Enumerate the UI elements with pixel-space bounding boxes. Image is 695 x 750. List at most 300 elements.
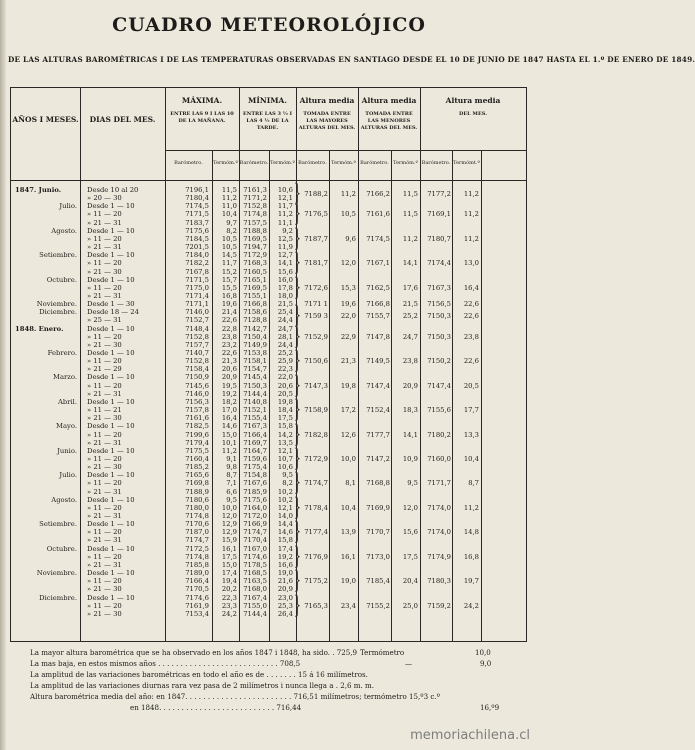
- monthly-average-value: 16,4: [463, 283, 479, 292]
- day-range: Desde 1 — 10: [87, 373, 135, 382]
- term-max-value: 21,4: [221, 308, 237, 317]
- baro-min-value: 7163,5: [243, 577, 267, 586]
- term-max-value: 22,8: [221, 324, 237, 333]
- monthly-average-value: 7159,2: [427, 601, 451, 610]
- term-min-value: 28,1: [277, 332, 293, 341]
- monthly-average-value: 11,2: [340, 190, 356, 199]
- monthly-average-value: 7166,8: [366, 300, 390, 309]
- monthly-average-value: 7180,2: [427, 430, 451, 439]
- group-brace: }: [294, 566, 301, 595]
- header-avg-month: Altura media: [445, 96, 501, 105]
- monthly-average-value: 19,7: [463, 577, 479, 586]
- baro-min-value: 7170,4: [243, 536, 267, 545]
- day-range: Desde 1 — 10: [87, 593, 135, 602]
- monthly-average-value: 13,9: [340, 528, 356, 537]
- day-range: Desde 1 — 10: [87, 495, 135, 504]
- term-min-value: 21,6: [277, 577, 293, 586]
- monthly-average-value: 16,1: [340, 552, 356, 561]
- day-range: » 21 — 30: [87, 585, 122, 594]
- day-range: » 20 — 30: [87, 194, 122, 203]
- term-min-value: 19,2: [277, 552, 293, 561]
- day-range: » 11 — 20: [87, 332, 122, 341]
- month-label: Noviembre.: [36, 300, 77, 309]
- monthly-average-value: 11,2: [463, 190, 479, 199]
- term-min-value: 22,3: [277, 365, 293, 374]
- term-min-value: 12,5: [277, 234, 293, 243]
- monthly-average-value: 22,6: [463, 300, 479, 309]
- term-max-value: 15,0: [221, 560, 237, 569]
- baro-min-value: 7168,0: [243, 585, 267, 594]
- month-label: Diciembre.: [39, 308, 77, 317]
- monthly-average-value: 22,6: [463, 357, 479, 366]
- group-brace: }: [294, 248, 301, 277]
- term-min-value: 20,5: [277, 389, 293, 398]
- monthly-average-value: 23,4: [340, 601, 356, 610]
- term-min-value: 20,6: [277, 381, 293, 390]
- group-brace: }: [294, 179, 301, 208]
- baro-min-value: 7174,6: [243, 552, 267, 561]
- month-label: Setiembre.: [39, 251, 77, 260]
- footer-line-amplitude: La amplitud de las variaciones barométricas en todo el año es de . . . . . . . 15 á 16 milímetros.: [30, 670, 368, 679]
- day-range: Desde 1 — 10: [87, 569, 135, 578]
- header-max-sub: ENTRE LAS 9 I LAS 10 DE LA MAÑANA.: [170, 111, 234, 124]
- term-max-value: 12,9: [221, 520, 237, 529]
- term-max-value: 9,1: [226, 454, 237, 463]
- day-range: Desde 10 al 20: [87, 186, 139, 194]
- term-max-value: 10,5: [221, 243, 237, 252]
- term-max-value: 19,6: [221, 300, 237, 309]
- footer-line-max: La mayor altura barométrica que se ha observado en los años 1847 i 1848, ha sido. . 725,9: [30, 648, 358, 657]
- baro-max-value: 7180,4: [185, 194, 209, 203]
- monthly-average-value: 7172,9: [304, 454, 328, 463]
- term-min-value: 10,6: [277, 463, 293, 472]
- monthly-average-value: 7177,4: [304, 528, 328, 537]
- term-min-value: 21,5: [277, 300, 293, 309]
- monthly-average-value: 20,4: [402, 577, 418, 586]
- group-brace: }: [294, 492, 301, 521]
- baro-min-value: 7142,7: [243, 324, 267, 333]
- baro-max-value: 7153,4: [185, 609, 209, 618]
- day-range: » 21 — 30: [87, 267, 122, 276]
- baro-max-value: 7174,8: [185, 512, 209, 520]
- baro-max-value: 7160,4: [185, 454, 209, 463]
- baro-max-value: 7187,0: [185, 528, 209, 537]
- baro-max-value: 7150,9: [185, 373, 209, 382]
- baro-min-value: 7188,8: [243, 226, 267, 235]
- header-avg-min: Altura media: [361, 96, 417, 105]
- term-min-value: 18,0: [277, 291, 293, 300]
- baro-max-value: 7183,7: [185, 218, 209, 227]
- header-avg-max: Altura media: [299, 96, 355, 105]
- month-label: Abril.: [57, 397, 77, 406]
- term-max-value: 11,2: [221, 194, 237, 203]
- day-range: » 21 — 31: [87, 438, 122, 447]
- day-range: Desde 1 — 10: [87, 275, 135, 284]
- term-max-value: 15,7: [221, 275, 237, 284]
- month-label: 1847. Junio.: [15, 186, 62, 194]
- day-range: » 11 — 20: [87, 552, 122, 561]
- baro-min-value: 7150,4: [243, 332, 267, 341]
- day-range: » 11 — 20: [87, 357, 122, 366]
- column-divider: [358, 88, 359, 641]
- baro-min-value: 7166,8: [243, 300, 267, 309]
- term-max-value: 6,6: [226, 487, 237, 496]
- day-range: » 21 — 31: [87, 512, 122, 520]
- monthly-average-value: 17,7: [463, 406, 479, 415]
- term-min-value: 14,6: [277, 528, 293, 537]
- column-divider: [329, 150, 330, 641]
- header-rule: [11, 180, 526, 181]
- day-range: » 11 — 20: [87, 528, 122, 537]
- baro-min-value: 7169,7: [243, 438, 267, 447]
- monthly-average-value: 8,7: [468, 479, 479, 488]
- day-range: » 11 — 20: [87, 259, 122, 268]
- header-avg-month-sub: DEL MES.: [459, 111, 487, 117]
- footer-line-max-label: Termómetro: [360, 648, 405, 657]
- term-max-value: 24,2: [221, 609, 237, 618]
- monthly-average-value: 7147,8: [366, 332, 390, 341]
- group-brace: }: [294, 590, 301, 619]
- monthly-average-value: 7173,0: [366, 552, 390, 561]
- day-range: Desde 1 — 10: [87, 471, 135, 480]
- monthly-average-value: 7174,9: [427, 552, 451, 561]
- day-range: » 11 — 20: [87, 430, 122, 439]
- baro-min-value: 7155,0: [243, 601, 267, 610]
- monthly-average-value: 7171,7: [427, 479, 451, 488]
- monthly-average-value: 7172,6: [304, 283, 328, 292]
- day-range: Desde 1 — 10: [87, 422, 135, 431]
- group-brace: }: [294, 541, 301, 570]
- group-brace: }: [294, 272, 301, 301]
- monthly-average-value: 7174,4: [427, 259, 451, 268]
- baro-min-value: 7194,7: [243, 243, 267, 252]
- monthly-average-value: 7155,6: [427, 406, 451, 415]
- term-max-value: 8,7: [226, 471, 237, 480]
- column-divider: [481, 150, 482, 641]
- monthly-average-value: 7150,3: [427, 332, 451, 341]
- term-max-value: 18,2: [221, 397, 237, 406]
- monthly-average-value: 15,6: [402, 528, 418, 537]
- term-min-value: 24,4: [277, 316, 293, 325]
- baro-min-value: 7164,7: [243, 446, 267, 455]
- monthly-average-value: 7176,9: [304, 552, 328, 561]
- baro-max-value: 7196,1: [185, 186, 209, 194]
- monthly-average-value: 17,6: [402, 283, 418, 292]
- col-baro-avgmin: Barómetro.: [360, 160, 389, 166]
- day-range: Desde 1 — 30: [87, 300, 135, 309]
- monthly-average-value: 7177,2: [427, 190, 451, 199]
- footer-line-mean-1848-term: 16,º9: [480, 703, 500, 712]
- day-range: » 11 — 20: [87, 601, 122, 610]
- term-max-value: 12,0: [221, 512, 237, 520]
- term-max-value: 23,2: [221, 340, 237, 349]
- day-range: Desde 1 — 10: [87, 324, 135, 333]
- col-baro-avg: Barómetro.: [298, 160, 327, 166]
- month-label: Agosto.: [51, 226, 77, 235]
- monthly-average-value: 7147,4: [366, 381, 390, 390]
- day-range: » 21 — 30: [87, 414, 122, 423]
- term-min-value: 10,2: [277, 487, 293, 496]
- monthly-average-value: 7161,6: [366, 210, 390, 219]
- day-range: Desde 1 — 10: [87, 397, 135, 406]
- term-max-value: 17,5: [221, 552, 237, 561]
- baro-min-value: 7128,8: [243, 316, 267, 325]
- footer-line-mean-1847: Altura barométrica media del año: en 1847. . . . . . . . . . . . . . . . . . . . . . . . 716,51 milímetros; termómetro 15,º3 c.º: [30, 692, 440, 701]
- term-min-value: 16,6: [277, 560, 293, 569]
- term-max-value: 11,7: [221, 259, 237, 268]
- monthly-average-value: 7162,5: [366, 283, 390, 292]
- day-range: » 21 — 30: [87, 463, 122, 472]
- day-range: » 11 — 20: [87, 234, 122, 243]
- baro-max-value: 7189,0: [185, 569, 209, 578]
- monthly-average-value: 16,8: [463, 552, 479, 561]
- monthly-average-value: 7167,3: [427, 283, 451, 292]
- monthly-average-value: 7174,5: [366, 234, 390, 243]
- term-min-value: 12,7: [277, 251, 293, 260]
- term-min-value: 19,8: [277, 397, 293, 406]
- day-range: » 25 — 31: [87, 316, 122, 325]
- monthly-average-value: 11,2: [463, 503, 479, 512]
- baro-max-value: 7201,5: [185, 243, 209, 252]
- term-min-value: 10,7: [277, 454, 293, 463]
- baro-min-value: 7174,8: [243, 210, 267, 219]
- baro-min-value: 7160,5: [243, 267, 267, 276]
- monthly-average-value: 7188,2: [304, 190, 328, 199]
- term-max-value: 8,2: [226, 226, 237, 235]
- term-max-value: 23,8: [221, 332, 237, 341]
- baro-max-value: 7145,6: [185, 381, 209, 390]
- term-max-value: 17,0: [221, 406, 237, 415]
- baro-max-value: 7156,3: [185, 397, 209, 406]
- day-range: Desde 1 — 10: [87, 446, 135, 455]
- group-brace: }: [294, 321, 301, 350]
- term-min-value: 22,0: [277, 373, 293, 382]
- baro-max-value: 7171,1: [185, 300, 209, 309]
- baro-max-value: 7174,5: [185, 202, 209, 211]
- term-max-value: 10,4: [221, 210, 237, 219]
- baro-max-value: 7174,7: [185, 536, 209, 545]
- monthly-average-value: 7177,7: [366, 430, 390, 439]
- term-max-value: 11,0: [221, 202, 237, 211]
- header-max: MÁXIMA.: [181, 96, 223, 105]
- day-range: » 21 — 31: [87, 560, 122, 569]
- term-max-value: 10,5: [221, 234, 237, 243]
- footer-line-min-label: —: [405, 659, 413, 668]
- monthly-average-value: 7180,7: [427, 234, 451, 243]
- header-days: DIAS DEL MES.: [89, 115, 156, 124]
- baro-max-value: 7157,7: [185, 340, 209, 349]
- baro-min-value: 7167,3: [243, 422, 267, 431]
- monthly-average-value: 8,1: [345, 479, 356, 488]
- baro-min-value: 7174,7: [243, 528, 267, 537]
- group-brace: }: [294, 517, 301, 546]
- term-min-value: 17,8: [277, 283, 293, 292]
- col-baro-min: Barómetro.: [239, 160, 269, 166]
- term-min-value: 20,9: [277, 585, 293, 594]
- monthly-average-value: 10,9: [402, 454, 418, 463]
- monthly-average-value: 7169,1: [427, 210, 451, 219]
- baro-min-value: 7144,4: [243, 609, 267, 618]
- col-term-min: Termóm.º: [270, 160, 295, 166]
- monthly-average-value: 7182,8: [304, 430, 328, 439]
- monthly-average-value: 12,6: [340, 430, 356, 439]
- baro-min-value: 7154,7: [243, 365, 267, 374]
- term-min-value: 15,6: [277, 267, 293, 276]
- baro-max-value: 7185,2: [185, 463, 209, 472]
- term-min-value: 12,1: [277, 446, 293, 455]
- baro-min-value: 7155,4: [243, 414, 267, 423]
- monthly-average-value: 15,3: [340, 283, 356, 292]
- col-term-month: Termómt.º: [453, 160, 480, 166]
- term-min-value: 11,9: [277, 243, 293, 252]
- header-avg-max-sub: TOMADA ENTRE LAS MAYORES ALTURAS DEL MES.: [298, 111, 356, 131]
- baro-max-value: 7174,8: [185, 552, 209, 561]
- day-range: » 21 — 31: [87, 291, 122, 300]
- monthly-average-value: 13,3: [463, 430, 479, 439]
- monthly-average-value: 12,0: [340, 259, 356, 268]
- baro-min-value: 7166,9: [243, 520, 267, 529]
- monthly-average-value: 19,0: [340, 577, 356, 586]
- monthly-average-value: 21,5: [402, 300, 418, 309]
- baro-min-value: 7169,5: [243, 283, 267, 292]
- term-min-value: 15,8: [277, 422, 293, 431]
- day-range: » 11 — 20: [87, 577, 122, 586]
- baro-max-value: 7171,4: [185, 291, 209, 300]
- monthly-average-value: 7150,6: [304, 357, 328, 366]
- term-min-value: 25,2: [277, 349, 293, 357]
- monthly-average-value: 11,5: [402, 210, 418, 219]
- monthly-average-value: 7152,4: [366, 406, 390, 415]
- term-min-value: 10,6: [277, 186, 293, 194]
- month-label: Junio.: [57, 446, 77, 455]
- monthly-average-value: 7152,9: [304, 332, 328, 341]
- baro-min-value: 7152,1: [243, 406, 267, 415]
- monthly-average-value: 14,1: [402, 430, 418, 439]
- term-min-value: 15,8: [277, 536, 293, 545]
- group-brace: }: [294, 370, 301, 399]
- baro-max-value: 7184,0: [185, 251, 209, 260]
- term-max-value: 15,9: [221, 536, 237, 545]
- monthly-average-value: 7185,4: [366, 577, 390, 586]
- term-min-value: 11,1: [277, 218, 293, 227]
- term-max-value: 12,9: [221, 528, 237, 537]
- header-years: AÑOS I MESES.: [12, 115, 79, 124]
- baro-min-value: 7169,5: [243, 234, 267, 243]
- day-range: » 21 — 31: [87, 243, 122, 252]
- baro-max-value: 7179,4: [185, 438, 209, 447]
- header-rule: [165, 150, 526, 151]
- monthly-average-value: 11,5: [402, 190, 418, 199]
- day-range: » 21 — 31: [87, 536, 122, 545]
- monthly-average-value: 7180,3: [427, 577, 451, 586]
- term-min-value: 14,2: [277, 430, 293, 439]
- col-baro-month: Barómetro.: [421, 160, 451, 166]
- baro-max-value: 7167,8: [185, 267, 209, 276]
- term-max-value: 17,4: [221, 569, 237, 578]
- monthly-average-value: 19,8: [340, 381, 356, 390]
- month-label: 1848. Enero.: [15, 324, 64, 333]
- monthly-average-value: 7159 3: [304, 312, 328, 321]
- monthly-average-value: 22,0: [340, 312, 356, 321]
- monthly-average-value: 11,2: [402, 234, 418, 243]
- baro-max-value: 7182,2: [185, 259, 209, 268]
- baro-min-value: 7150,3: [243, 381, 267, 390]
- baro-max-value: 7171,5: [185, 275, 209, 284]
- term-min-value: 10,2: [277, 495, 293, 504]
- baro-max-value: 7170,5: [185, 585, 209, 594]
- day-range: » 21 — 31: [87, 218, 122, 227]
- baro-min-value: 7149,9: [243, 340, 267, 349]
- monthly-average-value: 7174,0: [427, 503, 451, 512]
- monthly-average-value: 7166,2: [366, 190, 390, 199]
- term-max-value: 20,9: [221, 373, 237, 382]
- term-max-value: 22,6: [221, 349, 237, 357]
- day-range: » 11 — 20: [87, 454, 122, 463]
- term-max-value: 9,8: [226, 463, 237, 472]
- baro-min-value: 7166,4: [243, 430, 267, 439]
- group-brace: }: [294, 346, 301, 375]
- term-max-value: 19,2: [221, 389, 237, 398]
- term-max-value: 14,6: [221, 422, 237, 431]
- term-max-value: 22,6: [221, 316, 237, 325]
- baro-min-value: 7159,6: [243, 454, 267, 463]
- term-max-value: 20,6: [221, 365, 237, 374]
- baro-max-value: 7152,8: [185, 332, 209, 341]
- day-range: Desde 1 — 10: [87, 349, 135, 357]
- baro-min-value: 7185,9: [243, 487, 267, 496]
- baro-max-value: 7166,4: [185, 577, 209, 586]
- day-range: » 11 — 20: [87, 503, 122, 512]
- baro-min-value: 7164,0: [243, 503, 267, 512]
- baro-min-value: 7153,8: [243, 349, 267, 357]
- monthly-average-value: 7174,0: [427, 528, 451, 537]
- term-min-value: 16,0: [277, 275, 293, 284]
- footer-line-max-value: 10,0: [475, 648, 491, 657]
- baro-max-value: 7165,6: [185, 471, 209, 480]
- term-min-value: 25,4: [277, 308, 293, 317]
- baro-min-value: 7165,1: [243, 275, 267, 284]
- monthly-average-value: 22,9: [340, 332, 356, 341]
- baro-min-value: 7158,1: [243, 357, 267, 366]
- baro-min-value: 7168,5: [243, 569, 267, 578]
- term-min-value: 14,4: [277, 520, 293, 529]
- baro-max-value: 7172,5: [185, 544, 209, 553]
- baro-min-value: 7154,8: [243, 471, 267, 480]
- monthly-average-value: 25,2: [402, 312, 418, 321]
- footer-line-min: La mas baja, en estos mismos años . . . . . . . . . . . . . . . . . . . . . . . . . . . 708,5: [30, 659, 301, 668]
- baro-min-value: 7172,0: [243, 512, 267, 520]
- day-range: » 11 — 21: [87, 406, 122, 415]
- monthly-average-value: 7150,2: [427, 357, 451, 366]
- baro-max-value: 7175,0: [185, 283, 209, 292]
- term-min-value: 19,0: [277, 569, 293, 578]
- term-min-value: 11,7: [277, 202, 293, 211]
- baro-min-value: 7167,0: [243, 544, 267, 553]
- column-divider: [391, 150, 392, 641]
- monthly-average-value: 7156,5: [427, 300, 451, 309]
- monthly-average-value: 17,2: [340, 406, 356, 415]
- baro-min-value: 7168,3: [243, 259, 267, 268]
- group-brace: }: [294, 199, 301, 228]
- term-min-value: 18,4: [277, 406, 293, 415]
- monthly-average-value: 24,7: [402, 332, 418, 341]
- baro-max-value: 7161,9: [185, 601, 209, 610]
- monthly-average-value: 20,5: [463, 381, 479, 390]
- monthly-average-value: 7165,3: [304, 601, 328, 610]
- group-brace: }: [294, 301, 301, 330]
- term-min-value: 25,9: [277, 357, 293, 366]
- baro-max-value: 7185,8: [185, 560, 209, 569]
